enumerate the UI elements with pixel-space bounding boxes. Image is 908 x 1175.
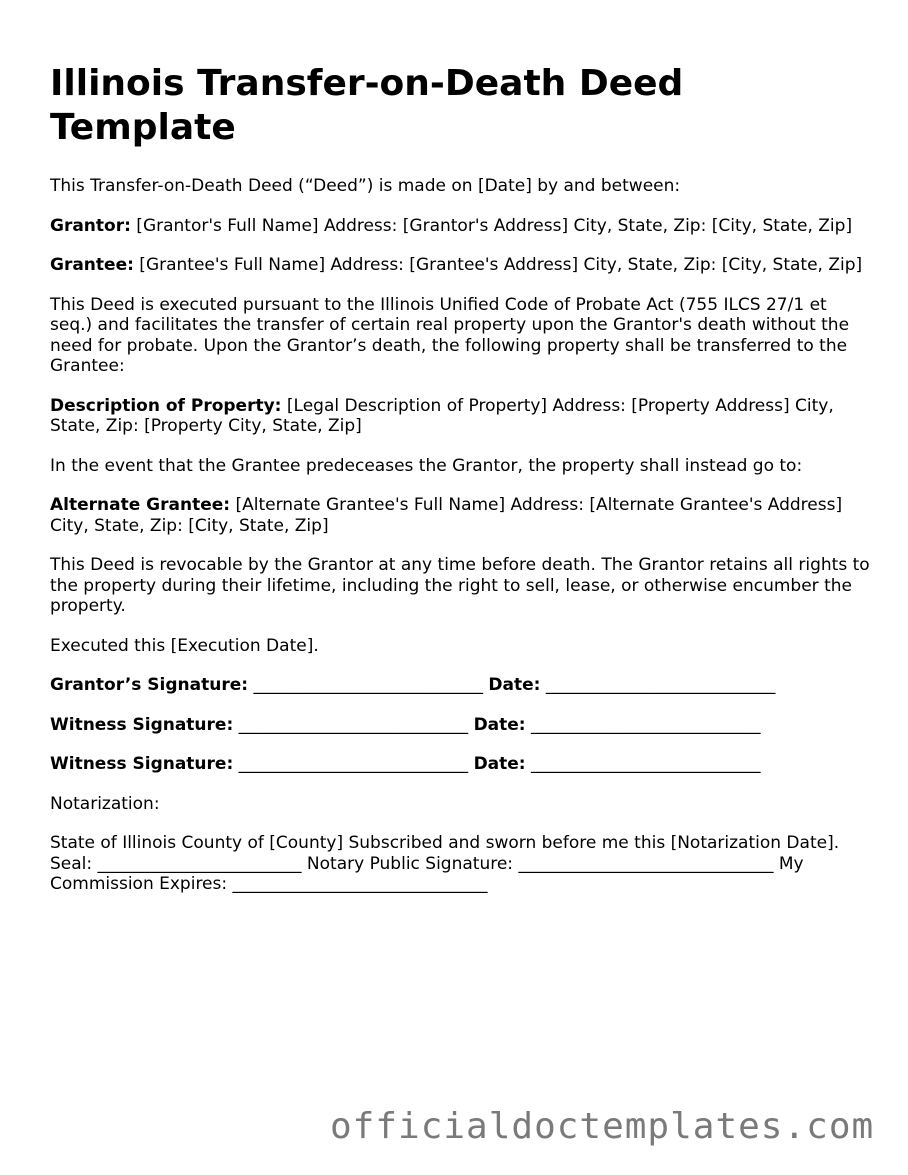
alternate-label: Alternate Grantee: — [50, 495, 231, 515]
predecease-paragraph: In the event that the Grantee predeceases the Grantor, the property shall instead go to: — [50, 455, 803, 476]
witness1-date-label: Date: — [473, 714, 526, 735]
grantor-text: [Grantor's Full Name] Address: [Grantor's Address] City, State, Zip: [City, State, Zip] — [130, 215, 853, 236]
witness2-date-line[interactable]: ___________________________ — [525, 754, 761, 774]
witness1-signature-row — [50, 715, 870, 736]
witness2-signature-row — [50, 754, 870, 775]
witness2-signature-line[interactable]: ___________________________ — [233, 754, 474, 774]
revocable-paragraph: This Deed is revocable by the Grantor at any time before death. The Grantor retains all rights to the property during their lifetime, including the right to sell, lease, or otherwise encumber the property. — [50, 555, 870, 616]
witness1-date-line[interactable]: ___________________________ — [525, 714, 761, 735]
grantee-label: Grantee: — [50, 255, 134, 275]
witness2-signature-label: Witness Signature: — [50, 754, 234, 774]
grantor-label: Grantor: — [50, 215, 131, 236]
notarization-heading: Notarization: — [50, 793, 160, 814]
alternate-text: [Alternate Grantee's Full Name] Address: [Alternate Grantee's Address] City, State, Zip: [City, State, Zip] — [50, 495, 843, 536]
intro-paragraph: This Transfer-on-Death Deed (“Deed”) is made on [Date] by and between: — [50, 176, 681, 196]
witness2-date-label: Date: — [473, 754, 526, 774]
document-page — [50, 62, 870, 914]
grantor-date-label: Date: — [488, 675, 541, 695]
witness1-signature-label: Witness Signature: — [50, 714, 234, 735]
notarization-paragraph: State of Illinois County of [County] Subscribed and sworn before me this [Notarization Date]. Seal: ________________________ Notary Public Signature: ______________________________ My Commission Expires: ______________________________ — [50, 833, 840, 894]
witness1-signature-line[interactable]: ___________________________ — [233, 714, 474, 735]
property-text: [Legal Description of Property] Address: [Property Address] City, State, Zip: [Property City, State, Zip] — [50, 395, 834, 436]
property-paragraph — [50, 396, 870, 437]
grantor-date-line[interactable]: ___________________________ — [540, 675, 776, 695]
grantor-signature-label: Grantor’s Signature: — [50, 675, 249, 695]
grantor-paragraph — [50, 216, 870, 237]
property-label: Description of Property: — [50, 395, 282, 416]
grantor-signature-line[interactable]: ___________________________ — [248, 675, 489, 695]
grantee-paragraph — [50, 255, 870, 276]
pursuant-paragraph: This Deed is executed pursuant to the Illinois Unified Code of Probate Act (755 ILCS 27/1 et seq.) and facilitates the transfer of certain real property upon the Grantor's death without the need for probate. Upon the Grantor’s death, the following property shall be transferred to the Grantee: — [50, 294, 850, 376]
grantee-text: [Grantee's Full Name] Address: [Grantee's Address] City, State, Zip: [City, State, Zip] — [133, 255, 863, 275]
alternate-paragraph — [50, 495, 870, 536]
grantor-signature-row — [50, 675, 870, 696]
executed-paragraph: Executed this [Execution Date]. — [50, 635, 319, 656]
document-title: Illinois Transfer-on-Death Deed Template — [50, 63, 684, 148]
site-watermark: officialdoctemplates.com — [330, 1106, 875, 1147]
